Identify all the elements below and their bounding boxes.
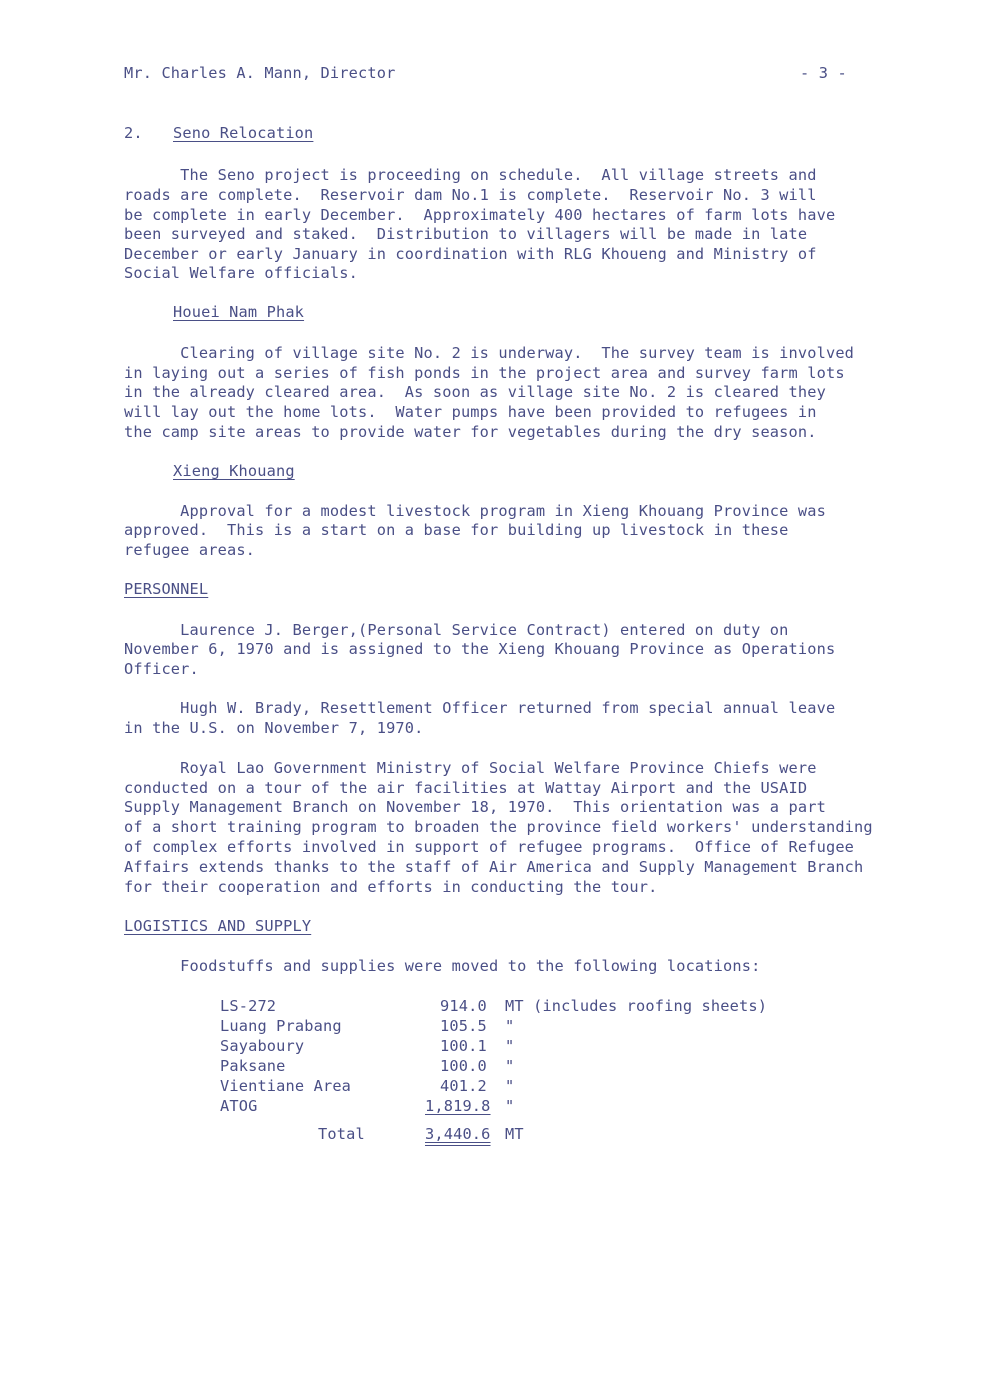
paragraph-line: Social Welfare officials.	[124, 264, 358, 282]
total-label: Total	[318, 1125, 365, 1143]
paragraph-line: Officer.	[124, 660, 199, 678]
paragraph-line: roads are complete. Reservoir dam No.1 is complete. Reservoir No. 3 will	[124, 186, 817, 204]
amount-cell-subtotal: 1,819.8	[425, 1097, 491, 1115]
addressee-line: Mr. Charles A. Mann, Director	[124, 64, 396, 82]
paragraph-line: Approval for a modest livestock program in Xieng Khouang Province was	[124, 502, 826, 520]
unit-cell: MT (includes roofing sheets)	[505, 997, 768, 1015]
section-number: 2.	[124, 124, 143, 142]
location-cell: Luang Prabang	[220, 1017, 342, 1035]
amount-cell: 401.2	[440, 1077, 487, 1095]
unit-cell: "	[505, 1017, 515, 1035]
paragraph-line: Hugh W. Brady, Resettlement Officer returned from special annual leave	[124, 699, 836, 717]
paragraph-line: Affairs extends thanks to the staff of Air America and Supply Management Branch	[124, 858, 864, 876]
paragraph-line: in laying out a series of fish ponds in the project area and survey farm lots	[124, 364, 845, 382]
paragraph-line: Laurence J. Berger,(Personal Service Contract) entered on duty on	[124, 621, 789, 639]
paragraph-line: in the U.S. on November 7, 1970.	[124, 719, 424, 737]
paragraph-line: the camp site areas to provide water for vegetables during the dry season.	[124, 423, 817, 441]
paragraph-line: December or early January in coordination with RLG Khoueng and Ministry of	[124, 245, 817, 263]
amount-cell: 100.1	[440, 1037, 487, 1055]
paragraph-line: The Seno project is proceeding on schedule. All village streets and	[124, 166, 817, 184]
section-heading-logistics: LOGISTICS AND SUPPLY	[124, 917, 312, 935]
paragraph-line: conducted on a tour of the air facilities at Wattay Airport and the USAID	[124, 779, 808, 797]
location-cell: ATOG	[220, 1097, 258, 1115]
unit-cell: "	[505, 1037, 515, 1055]
amount-cell: 100.0	[440, 1057, 487, 1075]
unit-cell: "	[505, 1077, 515, 1095]
location-cell: LS-272	[220, 997, 277, 1015]
total-amount: 3,440.6	[425, 1125, 491, 1143]
location-cell: Vientiane Area	[220, 1077, 352, 1095]
location-cell: Sayaboury	[220, 1037, 305, 1055]
total-unit: MT	[505, 1125, 524, 1143]
paragraph-line: Clearing of village site No. 2 is underway. The survey team is involved	[124, 344, 855, 362]
paragraph-line: refugee areas.	[124, 541, 256, 559]
paragraph-line: will lay out the home lots. Water pumps have been provided to refugees in	[124, 403, 817, 421]
paragraph-line: be complete in early December. Approximately 400 hectares of farm lots have	[124, 206, 836, 224]
section-heading-seno: Seno Relocation	[173, 124, 314, 142]
unit-cell: "	[505, 1057, 515, 1075]
section-heading-personnel: PERSONNEL	[124, 580, 209, 598]
paragraph-line: of a short training program to broaden the province field workers' understanding	[124, 818, 873, 836]
paragraph-line: for their cooperation and efforts in conducting the tour.	[124, 878, 658, 896]
paragraph-line: Royal Lao Government Ministry of Social Welfare Province Chiefs were	[124, 759, 817, 777]
page-number: - 3 -	[800, 64, 847, 82]
paragraph-line: in the already cleared area. As soon as village site No. 2 is cleared they	[124, 383, 826, 401]
logistics-intro: Foodstuffs and supplies were moved to the following locations:	[124, 957, 761, 975]
amount-cell: 914.0	[440, 997, 487, 1015]
paragraph-line: of complex efforts involved in support of refugee programs. Office of Refugee	[124, 838, 855, 856]
paragraph-line: approved. This is a start on a base for building up livestock in these	[124, 521, 789, 539]
amount-cell: 105.5	[440, 1017, 487, 1035]
location-cell: Paksane	[220, 1057, 286, 1075]
subheading-xieng-khouang: Xieng Khouang	[173, 462, 295, 480]
unit-cell: "	[505, 1097, 515, 1115]
paragraph-line: been surveyed and staked. Distribution to villagers will be made in late	[124, 225, 808, 243]
subheading-houei-nam-phak: Houei Nam Phak	[173, 303, 305, 321]
paragraph-line: Supply Management Branch on November 18, 1970. This orientation was a part	[124, 798, 826, 816]
paragraph-line: November 6, 1970 and is assigned to the Xieng Khouang Province as Operations	[124, 640, 836, 658]
